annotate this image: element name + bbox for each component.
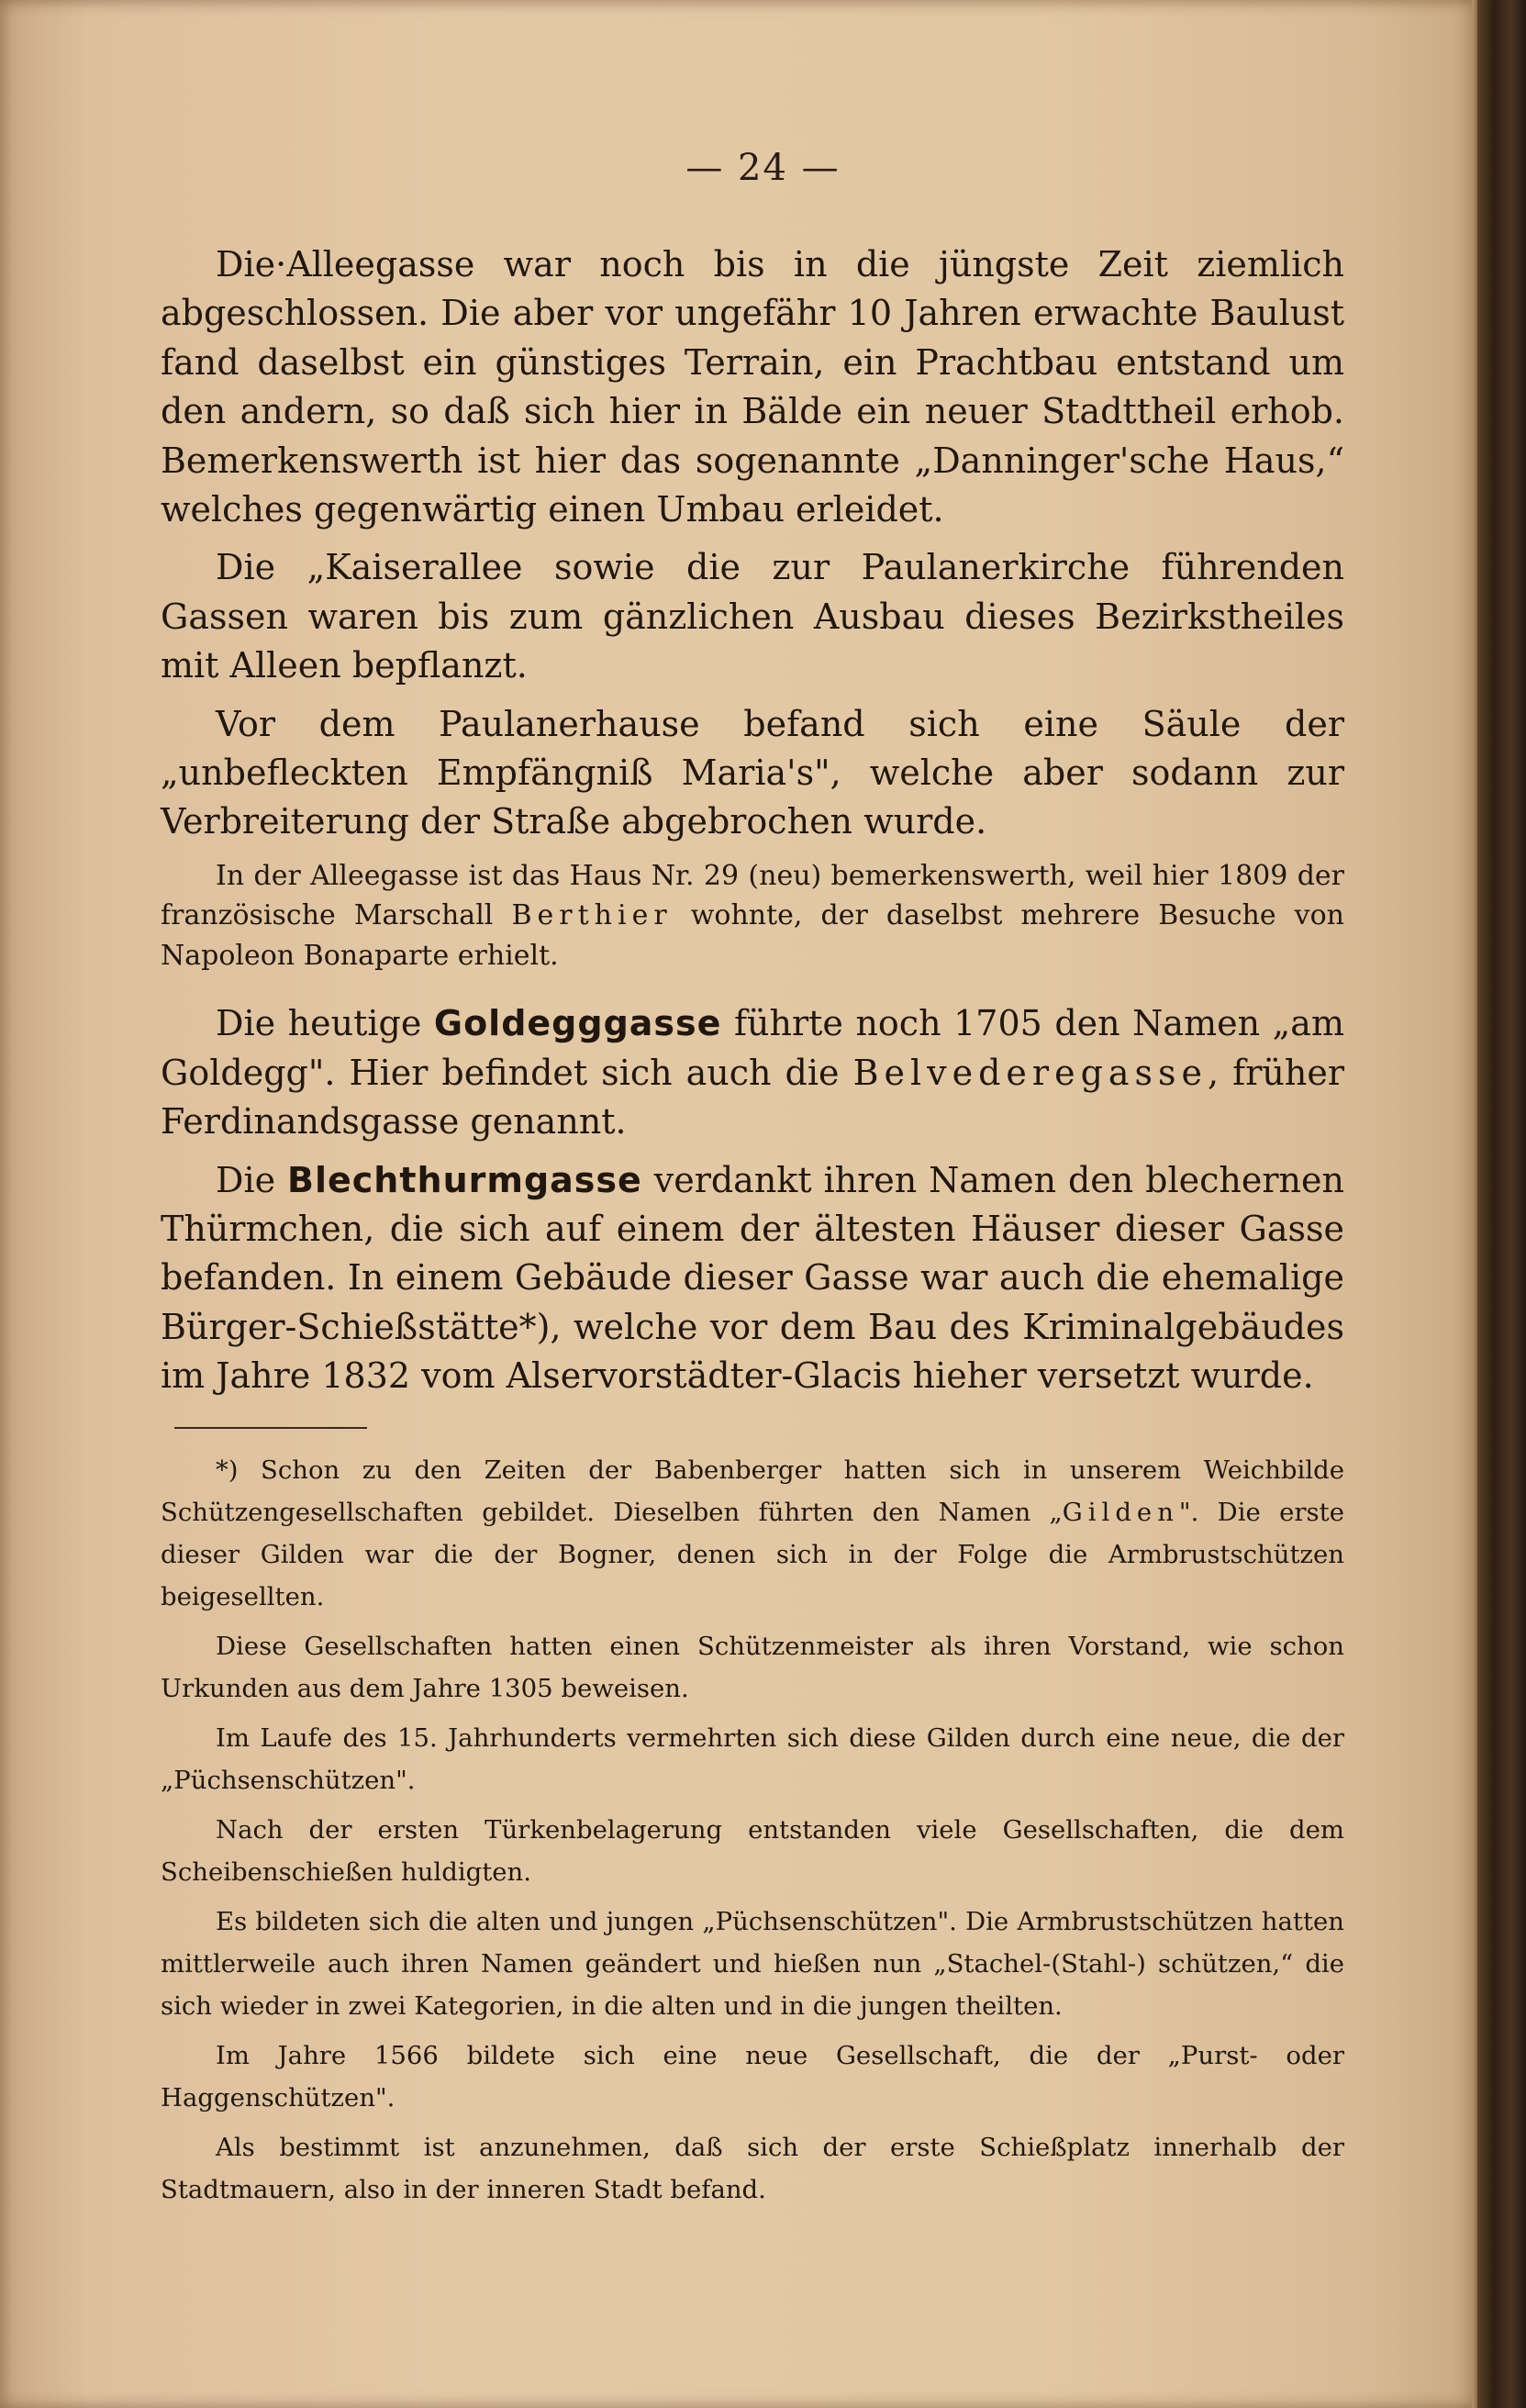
blechthurm-pre: Die: [216, 1159, 288, 1200]
blechthurmgasse-term: Blechthurmgasse: [287, 1159, 642, 1200]
page-number: — 24 —: [685, 147, 841, 189]
goldegg-post: , früher Ferdinandsgasse genannt.: [161, 1052, 1344, 1143]
footnote-1-pre: *) Schon zu den Zeiten der Babenberger hatten sich in unserem Weichbilde Schützengesellschaften gebildet. Dieselben führten den Namen „: [161, 1455, 1344, 1527]
belvederegasse-term: Belvederegasse: [852, 1052, 1209, 1093]
footnote-4: Nach der ersten Türkenbelagerung entstanden viele Gesellschaften, die dem Scheibenschießen huldigten.: [161, 1814, 1344, 1887]
goldegg-pre: Die heutige: [216, 1003, 434, 1044]
footnote-3: Im Laufe des 15. Jahrhunderts vermehrten sich diese Gilden durch eine neue, die der „Püchsenschützen".: [161, 1722, 1344, 1795]
paragraph-goldegggasse: [161, 999, 1344, 1146]
paragraph-paulanerhaus: Vor dem Paulanerhause befand sich eine Säule der „unbefleckten Empfängniß Maria's", welche aber sodann zur Verbreiterung der Straße abgebrochen wurde.: [161, 703, 1344, 842]
paragraph-blechthurmgasse: [161, 1156, 1344, 1401]
footnote-1: [161, 1449, 1344, 1618]
footnote-5: Es bildeten sich die alten und jungen „Püchsenschützen". Die Armbrustschützen hatten mittlerweile auch ihren Namen geändert und hießen nun „Stachel-(Stahl-) schützen,“ die sich wieder in zwei Kategorien, in die alten und in die jungen theilten.: [161, 1906, 1344, 2021]
goldegg-mid: führte noch 1705 den Namen „am Goldegg". Hier befindet sich auch die: [161, 1003, 1344, 1093]
footnote-6: Im Jahre 1566 bildete sich eine neue Gesellschaft, die der „Purst- oder Haggenschützen".: [161, 2040, 1344, 2113]
footnote-7: Als bestimmt ist anzunehmen, daß sich der erste Schießplatz innerhalb der Stadtmauern, also in der inneren Stadt befand.: [161, 2132, 1344, 2204]
footnote-1-post: ". Die erste dieser Gilden war die der Bogner, denen sich in der Folge die Armbrustschützen beigesellten.: [161, 1497, 1344, 1611]
blechthurm-post: verdankt ihren Namen den blechernen Thürmchen, die sich auf einem der ältesten Häuser dieser Gasse befanden. In einem Gebäude dieser Gasse war auch die ehemalige Bürger-Schießstätte*), welche vor dem Bau des Kriminalgebäudes im Jahre 1832 vom Alservorstädter-Glacis hieher versetzt wurde.: [161, 1159, 1344, 1397]
note-berthier-pre: In der Alleegasse ist das Haus Nr. 29 (neu) bemerkenswerth, weil hier 1809 der französische Marschall: [161, 859, 1344, 932]
berthier-name: Berthier: [511, 899, 673, 932]
goldegggasse-term: Goldegggasse: [433, 1003, 722, 1044]
paragraph-alleegasse: Die·Alleegasse war noch bis in die jüngste Zeit ziemlich abgeschlossen. Die aber vor ungefähr 10 Jahren erwachte Baulust fand daselbst ein günstiges Terrain, ein Prachtbau entstand um den andern, so daß sich hier in Bälde ein neuer Stadttheil erhob. Bemerkenswerth ist hier das sogenannte „Danninger'sche Haus,“ welches gegenwärtig einen Umbau erleidet.: [161, 244, 1344, 530]
note-berthier: [161, 856, 1344, 976]
footnote-divider: [174, 1427, 367, 1429]
book-spine: [1477, 0, 1526, 2408]
footnote-2: Diese Gesellschaften hatten einen Schützenmeister als ihren Vorstand, wie schon Urkunden aus dem Jahre 1305 beweisen.: [161, 1631, 1344, 1703]
paragraph-kaiserallee: Die „Kaiserallee sowie die zur Paulanerkirche führenden Gassen waren bis zum gänzlichen Ausbau dieses Bezirkstheiles mit Alleen bepflanzt.: [161, 547, 1344, 686]
gilden-term: Gilden: [1062, 1497, 1179, 1527]
main-text: [161, 240, 1344, 2218]
note-berthier-post: wohnte, der daselbst mehrere Besuche von Napoleon Bonaparte erhielt.: [161, 899, 1344, 972]
